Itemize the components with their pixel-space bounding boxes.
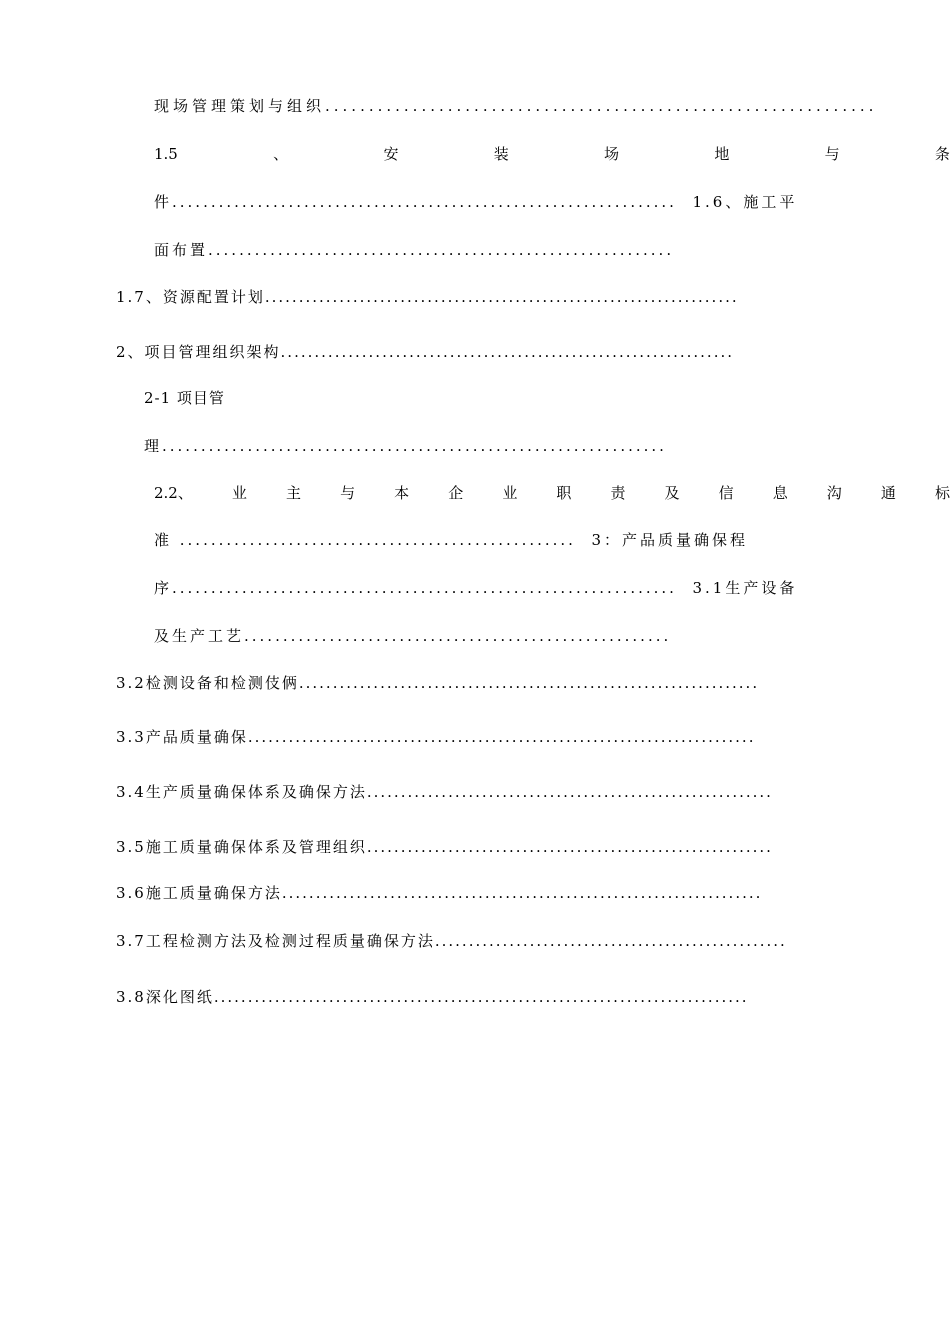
toc-part: 本	[394, 484, 410, 502]
toc-entry-2-1: 2-1 项目管	[144, 389, 225, 407]
toc-entry-1-5-continued: 件................................................................. 1.6、施工平	[154, 193, 798, 211]
toc-part: 、	[273, 145, 289, 163]
toc-part: 责	[610, 484, 626, 502]
toc-entry-3-4: 3.4生产质量确保体系及确保方法............................................................	[116, 783, 773, 801]
toc-entry-3-1-continued: 及生产工艺.......................................................	[154, 627, 672, 645]
toc-part: 业	[502, 484, 518, 502]
toc-part: 企	[448, 484, 464, 502]
toc-part: 及	[664, 484, 680, 502]
toc-part: 条	[934, 145, 950, 163]
toc-entry-3-7: 3.7工程检测方法及检测过程质量确保方法....................................................	[116, 932, 787, 950]
toc-part: 主	[286, 484, 302, 502]
toc-part: 地	[714, 145, 730, 163]
toc-part: 信	[718, 484, 734, 502]
toc-part: 场	[604, 145, 620, 163]
toc-part: 1.5	[154, 145, 178, 163]
toc-part: 与	[340, 484, 356, 502]
toc-part: 息	[772, 484, 788, 502]
toc-entry-2: 2、项目管理组织架构...................................................................	[116, 343, 735, 361]
toc-part: 通	[880, 484, 896, 502]
toc-entry-2-2-continued: 准 ................................................... 3：产品质量确保程	[154, 531, 749, 549]
toc-part: 业	[231, 484, 247, 502]
toc-part: 与	[824, 145, 840, 163]
toc-entry-2-2-spread	[154, 483, 950, 503]
toc-entry-3-8: 3.8深化图纸...............................................................................	[116, 988, 749, 1006]
toc-entry-1-6-continued: 面布置............................................................	[154, 241, 675, 259]
toc-entry-1-7: 1.7、资源配置计划......................................................................	[116, 288, 739, 306]
toc-part: 沟	[826, 484, 842, 502]
toc-entry-3-5: 3.5施工质量确保体系及管理组织............................................................	[116, 838, 773, 856]
toc-entry-2-1-continued: 理.................................................................	[144, 437, 667, 455]
toc-part: 2.2、	[154, 484, 193, 502]
toc-part: 安	[383, 145, 399, 163]
toc-entry-site-management: 现场管理策划与组织...............................................................	[154, 97, 878, 115]
toc-entry-3-6: 3.6施工质量确保方法.......................................................................	[116, 884, 763, 902]
toc-part: 标	[934, 484, 950, 502]
toc-entry-1-5-spread	[154, 144, 950, 164]
toc-entry-3-3: 3.3产品质量确保...........................................................................	[116, 728, 756, 746]
toc-part: 职	[556, 484, 572, 502]
toc-part: 装	[493, 145, 509, 163]
toc-entry-3-2: 3.2检测设备和检测伎俩....................................................................	[116, 674, 760, 692]
toc-entry-3-continued: 序................................................................. 3.1生产设备	[154, 579, 798, 597]
